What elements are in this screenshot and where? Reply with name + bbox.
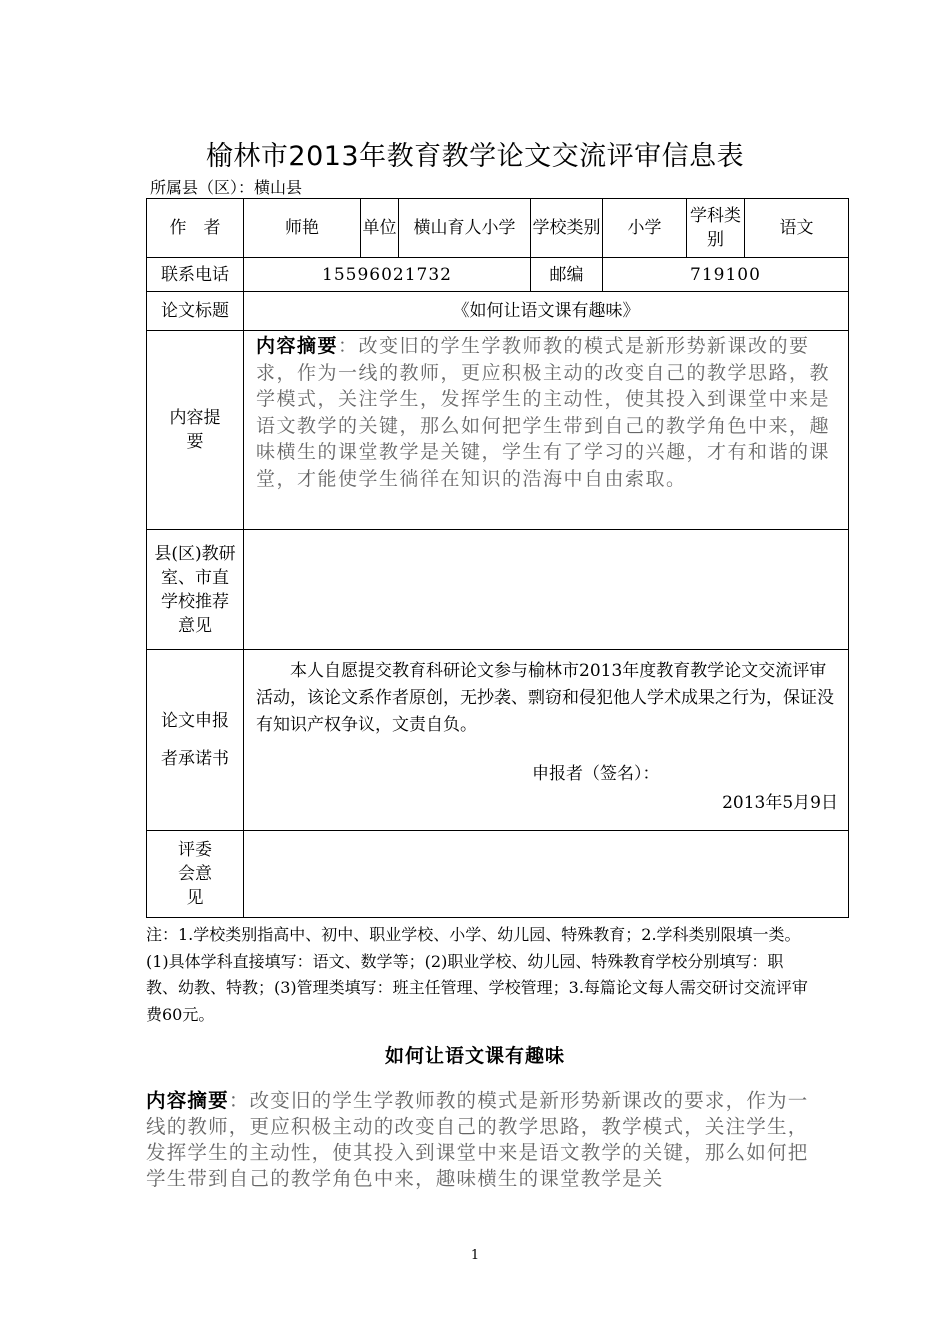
unit-value: 横山育人小学 — [399, 199, 531, 258]
essay-abstract — [146, 1088, 810, 1192]
recommend-value — [244, 530, 849, 650]
county-line: 所属县（区）：横山县 — [150, 178, 303, 197]
unit-label: 单位 — [361, 199, 399, 258]
promise-date: 2013年5月9日 — [722, 793, 838, 813]
author-label: 作 者 — [147, 199, 244, 258]
essay-title: 如何让语文课有趣味 — [384, 1045, 565, 1067]
school-type-value: 小学 — [603, 199, 687, 258]
paper-title-value: 《如何让语文课有趣味》 — [244, 292, 849, 331]
abstract-cell — [244, 331, 849, 530]
abstract-label: 内容提要 — [147, 331, 244, 530]
signer-label: 申报者（签名）： — [532, 764, 660, 784]
essay-heading: 内容摘要 — [146, 1089, 229, 1112]
postcode-label: 邮编 — [531, 258, 603, 292]
committee-value — [244, 831, 849, 918]
phone-label: 联系电话 — [147, 258, 244, 292]
abstract-text: ：改变旧的学生学教师教的模式是新形势新课改的要求，作为一线的教师，更应积极主动的改变自己的教学思路，教学模式，关注学生，发挥学生的主动性，使其投入到课堂中来是语文教学的关键，那么如何把学生带到自己的教学角色中来，趣味横生的课堂教学是关键，学生有了学习的兴趣，才有和谐的课堂，才能使学生徜徉在知识的浩海中自由索取。 — [256, 335, 831, 490]
page-number: 1 — [470, 1248, 480, 1263]
promise-label: 论文申报者承诺书 — [147, 650, 244, 831]
info-form-table — [146, 198, 849, 918]
promise-cell — [244, 650, 849, 831]
postcode-value: 719100 — [603, 258, 849, 292]
promise-text: 本人自愿提交教育科研论文参与榆林市2013年度教育教学论文交流评审活动，该论文系作者原创，无抄袭、剽窃和侵犯他人学术成果之行为，保证没有知识产权争议，文责自负。 — [256, 661, 834, 735]
committee-label: 评委会意见 — [147, 831, 244, 918]
recommend-label: 县(区)教研室、市直学校推荐意见 — [147, 530, 244, 650]
essay-text: ：改变旧的学生学教师教的模式是新形势新课改的要求，作为一线的教师，更应积极主动的改变自己的教学思路，教学模式，关注学生，发挥学生的主动性，使其投入到课堂中来是语文教学的关键，那么如何把学生带到自己的教学角色中来，趣味横生的课堂教学是关 — [146, 1089, 809, 1190]
footnote: 注：1.学校类别指高中、初中、职业学校、小学、幼儿园、特殊教育；2.学科类别限填一类。(1)具体学科直接填写：语文、数学等；(2)职业学校、幼儿园、特殊教育学校分别填写：职教、幼教、特教；(3)管理类填写：班主任管理、学校管理；3.每篇论文每人需交研讨交流评审费60元。 — [146, 925, 808, 1024]
phone-value: 15596021732 — [244, 258, 531, 292]
paper-title-label: 论文标题 — [147, 292, 244, 331]
abstract-heading: 内容摘要 — [256, 335, 339, 357]
document-title: 榆林市2013年教育教学论文交流评审信息表 — [205, 141, 745, 172]
subject-type-value: 语文 — [745, 199, 849, 258]
author-value: 师艳 — [244, 199, 361, 258]
subject-type-label: 学科类别 — [687, 199, 745, 258]
school-type-label: 学校类别 — [531, 199, 603, 258]
